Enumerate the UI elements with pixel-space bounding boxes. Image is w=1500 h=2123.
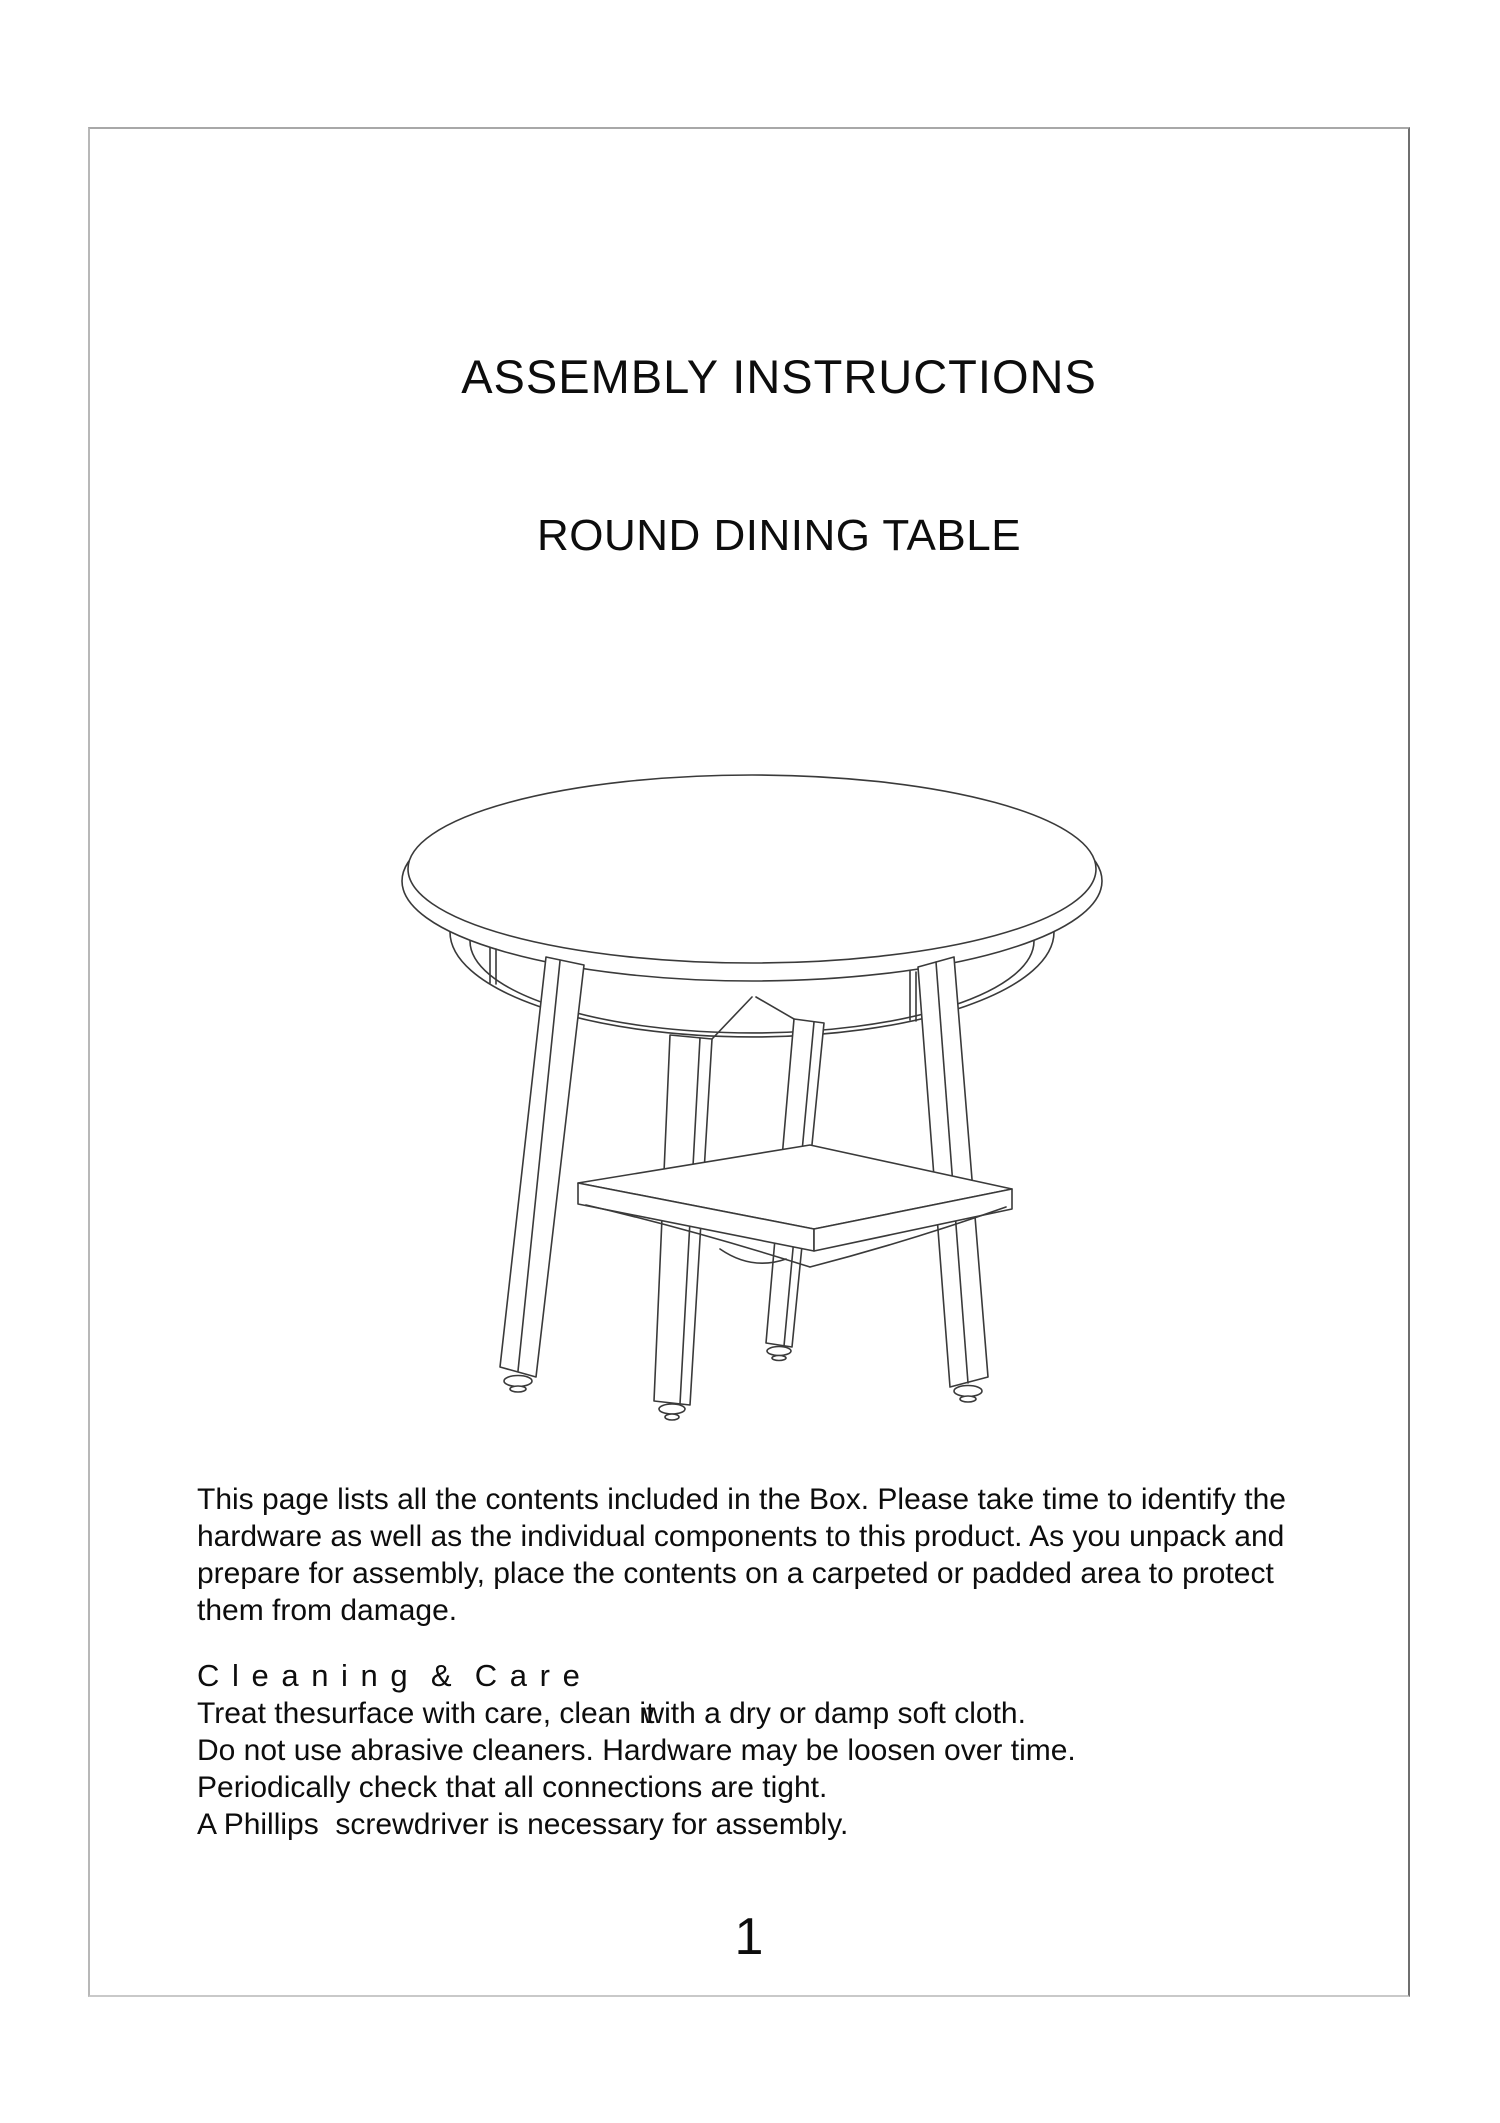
- page-number: 1: [734, 1908, 764, 1966]
- care-line: Periodically check that all connections are tight.: [197, 1771, 828, 1804]
- tabletop-surface: [408, 775, 1096, 963]
- foot-left: [504, 1376, 532, 1387]
- intro-line: hardware as well as the individual components to this product. As you unpack and: [197, 1520, 1285, 1553]
- care-line: [197, 1695, 1377, 1732]
- document-sheet: [88, 127, 1410, 1997]
- foot-back: [767, 1347, 791, 1356]
- round-dining-table-drawing: [390, 751, 1115, 1441]
- intro-paragraph: [197, 1481, 1377, 1629]
- care-line-part1: Treat thesurface with care, clean it: [197, 1697, 655, 1730]
- care-line: Do not use abrasive cleaners. Hardware may be loosen over time.: [197, 1734, 1076, 1767]
- intro-line: prepare for assembly, place the contents on a carpeted or padded area to protect: [197, 1557, 1274, 1590]
- cleaning-care-heading: C l e a n i n g & C a r e: [197, 1658, 582, 1693]
- foot-front: [659, 1404, 685, 1414]
- table-leg-left: [500, 957, 584, 1377]
- apron-seam-right: [910, 971, 916, 1021]
- document-title: ASSEMBLY INSTRUCTIONS: [461, 350, 1097, 403]
- care-line: A Phillips screwdriver is necessary for assembly.: [197, 1808, 849, 1841]
- intro-line: This page lists all the contents included in the Box. Please take time to identify the: [197, 1483, 1286, 1516]
- care-line-part2: with a dry or damp soft cloth.: [642, 1697, 1026, 1730]
- cleaning-care-section: [197, 1657, 1377, 1843]
- table-illustration: [390, 751, 1115, 1441]
- intro-line: them from damage.: [197, 1594, 458, 1627]
- product-name: ROUND DINING TABLE: [536, 511, 1022, 560]
- foot-right: [954, 1386, 982, 1397]
